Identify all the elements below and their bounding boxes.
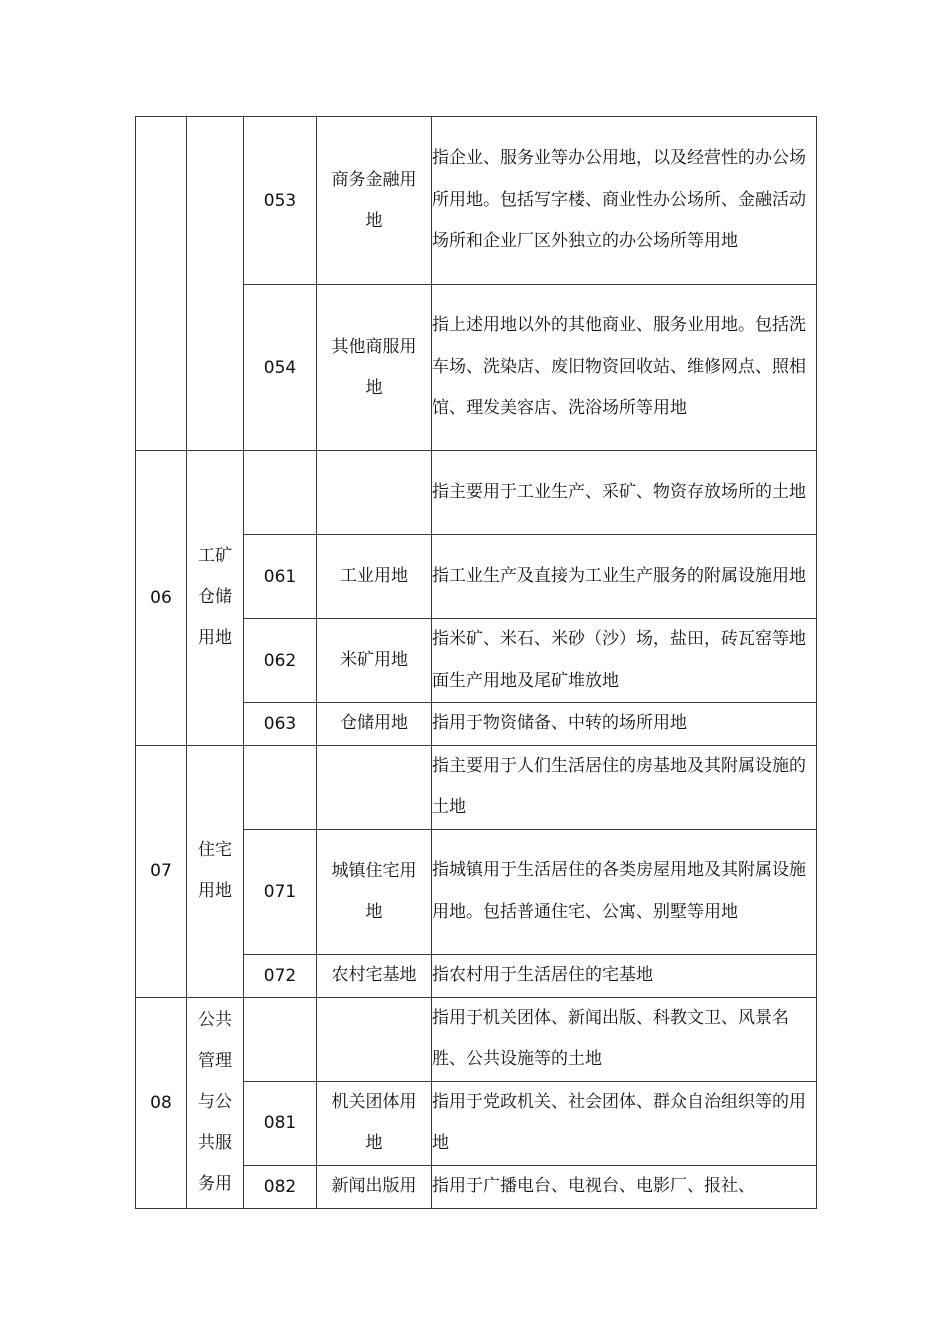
- subcategory-name: 米矿用地: [317, 619, 432, 703]
- table-row: [136, 997, 817, 1081]
- subcategory-description: 指米矿、米石、米砂（沙）场，盐田，砖瓦窑等地面生产用地及尾矿堆放地: [432, 619, 817, 703]
- subcategory-description: 指工业生产及直接为工业生产服务的附属设施用地: [432, 535, 817, 619]
- subcategory-code: 062: [244, 619, 317, 703]
- subcategory-code: [244, 997, 317, 1081]
- category-code-cell: [136, 117, 187, 451]
- subcategory-description: 指企业、服务业等办公用地，以及经营性的办公场所用地。包括写字楼、商业性办公场所、金融活动场所和企业厂区外独立的办公场所等用地: [432, 117, 817, 285]
- table-row: [136, 451, 817, 535]
- subcategory-name: 仓储用地: [317, 703, 432, 746]
- category-name: 工矿 仓储 用地: [187, 451, 244, 746]
- category-name: 公共 管理 与公 共服 务用: [187, 997, 244, 1208]
- subcategory-code: 081: [244, 1081, 317, 1165]
- subcategory-description: 指用于机关团体、新闻出版、科教文卫、风景名胜、公共设施等的土地: [432, 997, 817, 1081]
- subcategory-description: 指农村用于生活居住的宅基地: [432, 954, 817, 997]
- category-code: 06: [136, 451, 187, 746]
- subcategory-code: 063: [244, 703, 317, 746]
- subcategory-description: 指用于物资储备、中转的场所用地: [432, 703, 817, 746]
- subcategory-name: 机关团体用 地: [317, 1081, 432, 1165]
- subcategory-code: 072: [244, 954, 317, 997]
- subcategory-name: [317, 451, 432, 535]
- subcategory-description: 指城镇用于生活居住的各类房屋用地及其附属设施用地。包括普通住宅、公寓、别墅等用地: [432, 829, 817, 954]
- subcategory-description: 指主要用于工业生产、采矿、物资存放场所的土地: [432, 451, 817, 535]
- subcategory-code: 053: [244, 117, 317, 285]
- subcategory-name: [317, 745, 432, 829]
- subcategory-name: 新闻出版用: [317, 1165, 432, 1208]
- table-row: [136, 745, 817, 829]
- subcategory-name: 农村宅基地: [317, 954, 432, 997]
- subcategory-description: 指主要用于人们生活居住的房基地及其附属设施的土地: [432, 745, 817, 829]
- subcategory-description: 指用于广播电台、电视台、电影厂、报社、: [432, 1165, 817, 1208]
- category-name: 住宅 用地: [187, 745, 244, 997]
- subcategory-name: [317, 997, 432, 1081]
- category-code: 08: [136, 997, 187, 1208]
- subcategory-description: 指上述用地以外的其他商业、服务业用地。包括洗车场、洗染店、废旧物资回收站、维修网点、照相馆、理发美容店、洗浴场所等用地: [432, 285, 817, 451]
- subcategory-description: 指用于党政机关、社会团体、群众自治组织等的用地: [432, 1081, 817, 1165]
- subcategory-name: 工业用地: [317, 535, 432, 619]
- subcategory-code: [244, 745, 317, 829]
- subcategory-name: 其他商服用 地: [317, 285, 432, 451]
- subcategory-code: 082: [244, 1165, 317, 1208]
- subcategory-name: 城镇住宅用 地: [317, 829, 432, 954]
- subcategory-code: 071: [244, 829, 317, 954]
- table-row: [136, 117, 817, 285]
- subcategory-code: 054: [244, 285, 317, 451]
- land-use-classification-table: [135, 116, 817, 1209]
- category-name-cell: [187, 117, 244, 451]
- category-code: 07: [136, 745, 187, 997]
- subcategory-code: [244, 451, 317, 535]
- subcategory-code: 061: [244, 535, 317, 619]
- subcategory-name: 商务金融用 地: [317, 117, 432, 285]
